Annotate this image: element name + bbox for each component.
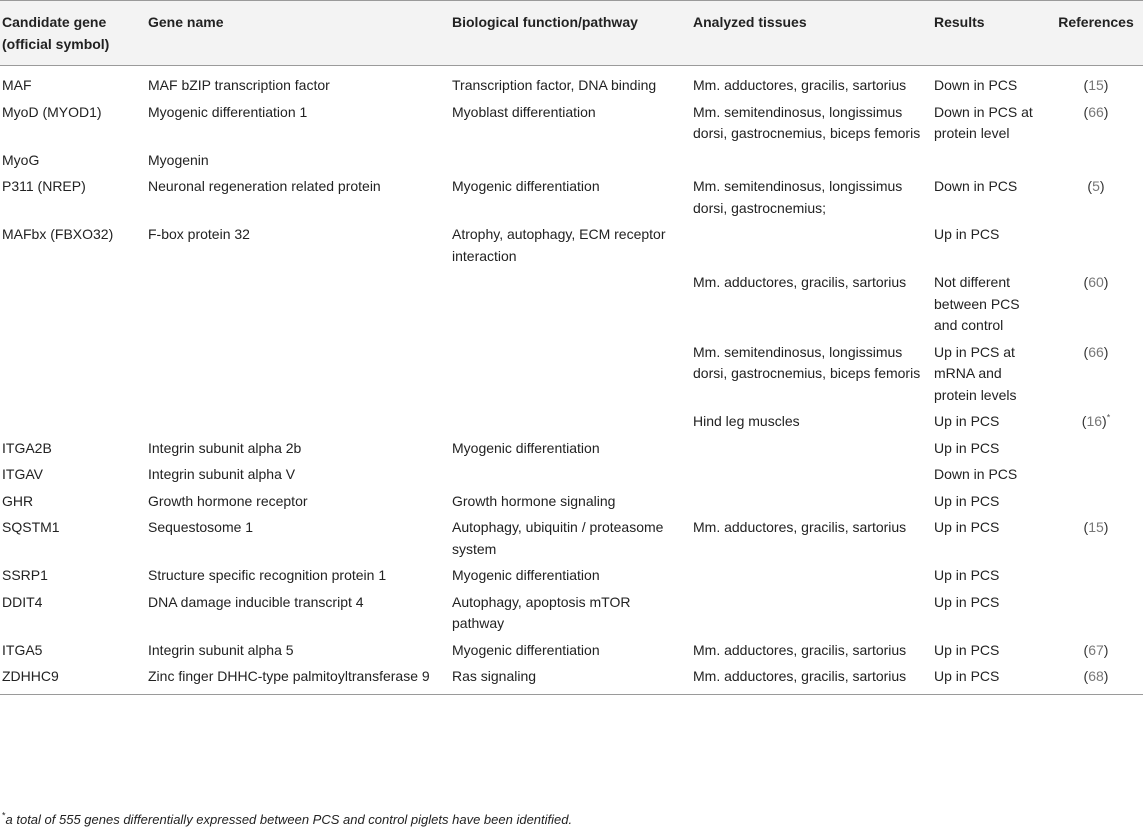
cell-analyzed-tissues — [691, 147, 932, 174]
ref-open-paren: ( — [1081, 413, 1087, 429]
cell-analyzed-tissues — [691, 488, 932, 515]
cell-candidate-gene: MyoG — [2, 151, 40, 168]
reference-link[interactable]: 15 — [1088, 77, 1104, 93]
cell-gene-name: Integrin subunit alpha 5 — [148, 641, 294, 658]
cell-gene-name: Growth hormone receptor — [148, 492, 308, 509]
table-row — [0, 221, 1143, 269]
ref-close-paren: ) — [1103, 668, 1109, 684]
ref-open-paren: ( — [1083, 343, 1089, 360]
reference-link[interactable]: 60 — [1088, 274, 1104, 290]
table-row — [0, 488, 1143, 515]
ref-close-paren: ) — [1103, 343, 1109, 360]
cell-results: Up in PCS — [934, 492, 1000, 509]
cell-gene-name: Neuronal regeneration related protein — [148, 178, 381, 194]
header-references: References — [1058, 14, 1134, 30]
cell-results: Up in PCS — [934, 519, 1000, 535]
table-row — [0, 339, 1143, 409]
reference-link[interactable]: 66 — [1088, 103, 1104, 120]
cell-results: Up in PCS — [934, 641, 1000, 658]
table-row — [0, 589, 1143, 637]
reference-link[interactable]: 15 — [1088, 519, 1104, 535]
cell-biological-function: Myogenic differentiation — [452, 641, 600, 658]
cell-analyzed-tissues: Mm. adductores, gracilis, sartorius — [693, 77, 907, 93]
cell-biological-function: Myogenic differentiation — [452, 178, 600, 194]
table-row — [0, 562, 1143, 589]
cell-biological-function: Ras signaling — [452, 668, 537, 684]
cell-biological-function: Myogenic differentiation — [452, 439, 600, 456]
cell-references — [1049, 435, 1143, 462]
cell-references — [1049, 637, 1143, 664]
cell-analyzed-tissues: Mm. adductores, gracilis, sartorius — [693, 641, 907, 658]
cell-candidate-gene: ITGAV — [2, 466, 43, 482]
table-row — [0, 66, 1143, 99]
ref-open-paren: ( — [1087, 178, 1093, 194]
cell-candidate-gene: ZDHHC9 — [2, 668, 59, 684]
table-row — [0, 173, 1143, 221]
cell-references — [1049, 147, 1143, 174]
cell-gene-name: Sequestosome 1 — [148, 519, 254, 535]
cell-results — [932, 147, 1049, 174]
reference-link[interactable]: 16 — [1086, 413, 1103, 429]
header-biological-function: Biological function/pathway — [452, 14, 638, 30]
cell-biological-function — [450, 147, 691, 174]
cell-analyzed-tissues — [691, 435, 932, 462]
cell-results: Up in PCS — [934, 439, 1000, 456]
cell-references — [1049, 269, 1143, 339]
table-row — [0, 99, 1143, 147]
header-analyzed-tissues: Analyzed tissues — [693, 14, 807, 30]
cell-results: Not different between PCS and control — [934, 274, 1020, 333]
ref-close-paren: ) — [1102, 413, 1107, 429]
cell-gene-name: Zinc finger DHHC-type palmitoyltransferase 9 — [148, 668, 430, 684]
cell-analyzed-tissues — [691, 461, 932, 488]
cell-candidate-gene: SSRP1 — [2, 567, 48, 583]
cell-biological-function: Autophagy, ubiquitin / proteasome system — [452, 519, 664, 557]
cell-analyzed-tissues: Mm. adductores, gracilis, sartorius — [693, 668, 907, 684]
footnote-marker: * — [2, 810, 6, 821]
ref-close-paren: ) — [1099, 178, 1105, 194]
table-header — [0, 1, 1143, 66]
cell-biological-function: Atrophy, autophagy, ECM receptor interaction — [452, 226, 666, 264]
cell-candidate-gene: DDIT4 — [2, 593, 43, 610]
cell-candidate-gene — [0, 269, 146, 339]
cell-biological-function — [450, 269, 691, 339]
cell-biological-function — [450, 408, 691, 435]
cell-gene-name: Myogenin — [148, 151, 209, 168]
header-candidate-gene: Candidate gene (official symbol) — [2, 14, 110, 52]
ref-close-paren: ) — [1103, 519, 1109, 535]
cell-gene-name — [146, 408, 450, 435]
cell-gene-name — [146, 339, 450, 409]
cell-biological-function — [450, 461, 691, 488]
cell-analyzed-tissues: Mm. semitendinosus, longissimus dorsi, gastrocnemius, biceps femoris — [693, 343, 921, 381]
cell-gene-name — [146, 269, 450, 339]
cell-gene-name: Myogenic differentiation 1 — [148, 103, 308, 120]
ref-close-paren: ) — [1103, 274, 1109, 290]
cell-results: Down in PCS at protein level — [934, 103, 1033, 141]
reference-link[interactable]: 5 — [1092, 178, 1100, 194]
header-row — [0, 1, 1143, 66]
table-body — [0, 66, 1143, 695]
cell-references — [1049, 461, 1143, 488]
cell-biological-function: Transcription factor, DNA binding — [452, 77, 657, 93]
ref-open-paren: ( — [1083, 668, 1089, 684]
ref-close-paren: ) — [1103, 77, 1109, 93]
cell-references — [1049, 562, 1143, 589]
table-row — [0, 147, 1143, 174]
cell-biological-function: Myogenic differentiation — [452, 567, 600, 583]
cell-analyzed-tissues — [691, 589, 932, 637]
cell-candidate-gene: MAFbx (FBXO32) — [2, 226, 114, 242]
ref-close-paren: ) — [1103, 641, 1109, 658]
cell-results: Up in PCS — [934, 593, 1000, 610]
table-row — [0, 637, 1143, 664]
cell-references — [1049, 514, 1143, 562]
cell-biological-function: Growth hormone signaling — [452, 492, 616, 509]
cell-analyzed-tissues: Mm. adductores, gracilis, sartorius — [693, 519, 907, 535]
cell-references — [1049, 589, 1143, 637]
cell-candidate-gene — [0, 408, 146, 435]
table-row — [0, 435, 1143, 462]
table-row — [0, 269, 1143, 339]
ref-open-paren: ( — [1083, 641, 1089, 658]
table-row — [0, 663, 1143, 694]
ref-open-paren: ( — [1083, 519, 1089, 535]
header-results: Results — [934, 14, 985, 30]
cell-references — [1049, 173, 1143, 221]
cell-candidate-gene: GHR — [2, 492, 34, 509]
cell-gene-name: F-box protein 32 — [148, 226, 250, 242]
reference-link[interactable]: 66 — [1088, 343, 1104, 360]
table-row — [0, 408, 1143, 435]
cell-results: Up in PCS — [934, 226, 1000, 242]
ref-open-paren: ( — [1083, 103, 1089, 120]
cell-analyzed-tissues — [691, 221, 932, 269]
ref-open-paren: ( — [1083, 77, 1089, 93]
cell-results: Up in PCS — [934, 668, 1000, 684]
cell-analyzed-tissues: Mm. adductores, gracilis, sartorius — [693, 274, 907, 290]
footnote-text: a total of 555 genes differentially expressed between PCS and control piglets have been identified. — [5, 812, 573, 827]
cell-candidate-gene: MyoD (MYOD1) — [2, 103, 102, 120]
cell-analyzed-tissues: Hind leg muscles — [693, 413, 800, 429]
cell-candidate-gene: ITGA5 — [2, 641, 43, 658]
cell-biological-function: Autophagy, apoptosis mTOR pathway — [452, 593, 631, 631]
cell-biological-function: Myoblast differentiation — [452, 103, 596, 120]
cell-gene-name: Integrin subunit alpha V — [148, 466, 296, 482]
table-footnote — [2, 812, 572, 827]
cell-biological-function — [450, 339, 691, 409]
cell-gene-name: MAF bZIP transcription factor — [148, 77, 330, 93]
cell-references — [1049, 99, 1143, 147]
footnote-marker: * — [1106, 412, 1111, 423]
cell-results: Up in PCS — [934, 413, 1000, 429]
cell-results: Up in PCS — [934, 567, 1000, 583]
reference-link[interactable]: 68 — [1088, 668, 1104, 684]
cell-results: Down in PCS — [934, 77, 1018, 93]
header-gene-name: Gene name — [148, 14, 224, 30]
cell-analyzed-tissues — [691, 562, 932, 589]
cell-results: Down in PCS — [934, 466, 1018, 482]
cell-analyzed-tissues: Mm. semitendinosus, longissimus dorsi, gastrocnemius, biceps femoris — [693, 103, 921, 141]
cell-candidate-gene: MAF — [2, 77, 32, 93]
cell-gene-name: DNA damage inducible transcript 4 — [148, 593, 364, 610]
table-row — [0, 514, 1143, 562]
cell-references — [1049, 663, 1143, 694]
cell-references — [1049, 66, 1143, 99]
reference-link[interactable]: 67 — [1088, 641, 1104, 658]
cell-candidate-gene: ITGA2B — [2, 439, 52, 456]
cell-references — [1049, 408, 1143, 435]
cell-gene-name: Structure specific recognition protein 1 — [148, 567, 387, 583]
ref-close-paren: ) — [1103, 103, 1109, 120]
cell-references — [1049, 221, 1143, 269]
cell-candidate-gene: SQSTM1 — [2, 519, 60, 535]
cell-analyzed-tissues: Mm. semitendinosus, longissimus dorsi, gastrocnemius; — [693, 178, 903, 216]
cell-gene-name: Integrin subunit alpha 2b — [148, 439, 302, 456]
ref-open-paren: ( — [1083, 274, 1089, 290]
cell-candidate-gene — [0, 339, 146, 409]
cell-results: Down in PCS — [934, 178, 1018, 194]
table-row — [0, 461, 1143, 488]
cell-results: Up in PCS at mRNA and protein levels — [934, 343, 1017, 403]
cell-references — [1049, 488, 1143, 515]
cell-candidate-gene: P311 (NREP) — [2, 178, 86, 194]
cell-references — [1049, 339, 1143, 409]
